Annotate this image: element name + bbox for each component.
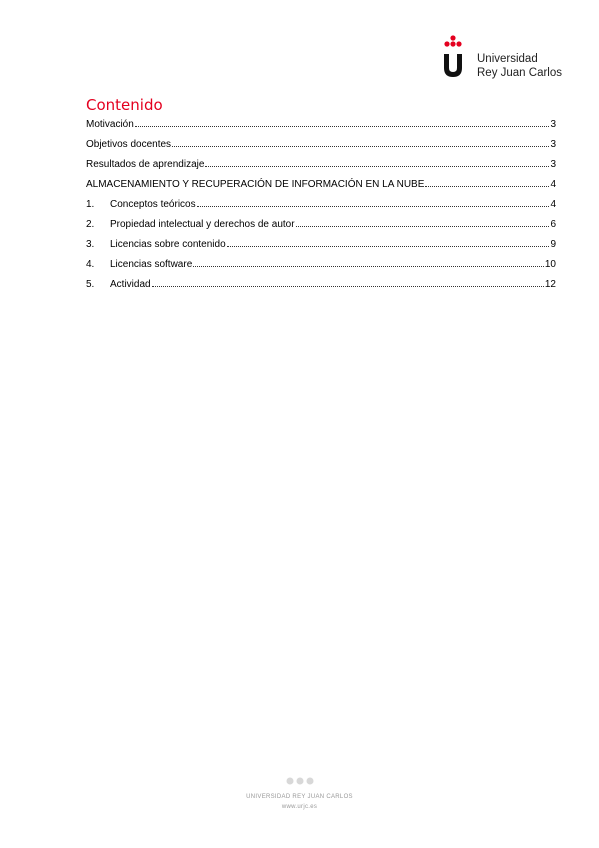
toc-entry-licencias-software[interactable]: [86, 256, 556, 270]
toc-entry-number: 3.: [86, 239, 95, 250]
toc-entry-number: 1.: [86, 199, 95, 210]
toc-entry-label: Actividad: [110, 279, 151, 290]
toc-entry-page: 3: [550, 119, 556, 130]
logo-line2: Rey Juan Carlos: [477, 67, 563, 79]
toc-leader-dots: [227, 245, 550, 247]
toc-entry-conceptos[interactable]: [86, 196, 556, 210]
toc-entry-number: 4.: [86, 259, 95, 270]
logo-text: [477, 52, 562, 80]
toc-entry-page: 4: [550, 199, 556, 210]
toc-entry-number: 2.: [86, 219, 95, 230]
toc-entry-page: 4: [550, 179, 556, 190]
toc-entry-label: Licencias sobre contenido: [110, 239, 226, 250]
toc-leader-dots: [152, 285, 544, 287]
toc-leader-dots: [193, 265, 544, 267]
toc-leader-dots: [425, 185, 549, 187]
toc-leader-dots: [172, 145, 549, 147]
footer-website: www.urjc.es: [281, 804, 318, 810]
university-logo: [441, 34, 571, 80]
toc-leader-dots: [296, 225, 550, 227]
toc-entry-label: Licencias software: [110, 259, 193, 270]
logo-line1: Universidad: [477, 53, 538, 65]
toc-entry-resultados[interactable]: [86, 156, 556, 170]
toc-entry-number: 5.: [86, 279, 95, 290]
toc-entry-label: Resultados de aprendizaje: [86, 159, 205, 170]
toc-entry-objetivos[interactable]: [86, 136, 556, 150]
toc-entry-page: 3: [550, 159, 556, 170]
toc-entry-almacenamiento[interactable]: [86, 176, 556, 190]
toc-entry-licencias-contenido[interactable]: [86, 236, 556, 250]
toc-entry-page: 3: [550, 139, 556, 150]
urjc-logo-icon: [441, 34, 465, 78]
footer-logo-icon: [285, 776, 315, 786]
toc-entry-label: Propiedad intelectual y derechos de autor: [110, 219, 295, 230]
toc-entry-label: Conceptos teóricos: [110, 199, 196, 210]
page-footer: [0, 776, 599, 812]
toc-entry-page: 10: [544, 259, 556, 270]
footer-university: UNIVERSIDAD REY JUAN CARLOS: [246, 794, 353, 800]
toc-entry-label: Motivación: [86, 119, 134, 130]
toc-entry-motivacion[interactable]: [86, 116, 556, 130]
toc-entry-actividad[interactable]: [86, 276, 556, 290]
toc-entry-label: Objetivos docentes: [86, 139, 172, 150]
toc-title: Contenido: [86, 96, 163, 114]
toc-leader-dots: [205, 165, 549, 167]
toc-entry-page: 9: [550, 239, 556, 250]
toc-entry-label: ALMACENAMIENTO Y RECUPERACIÓN DE INFORMACIÓN EN LA NUBE: [86, 179, 425, 190]
toc-leader-dots: [135, 125, 550, 127]
toc-entry-propiedad[interactable]: [86, 216, 556, 230]
toc-entry-page: 12: [544, 279, 556, 290]
toc-leader-dots: [197, 205, 550, 207]
toc-entry-page: 6: [550, 219, 556, 230]
